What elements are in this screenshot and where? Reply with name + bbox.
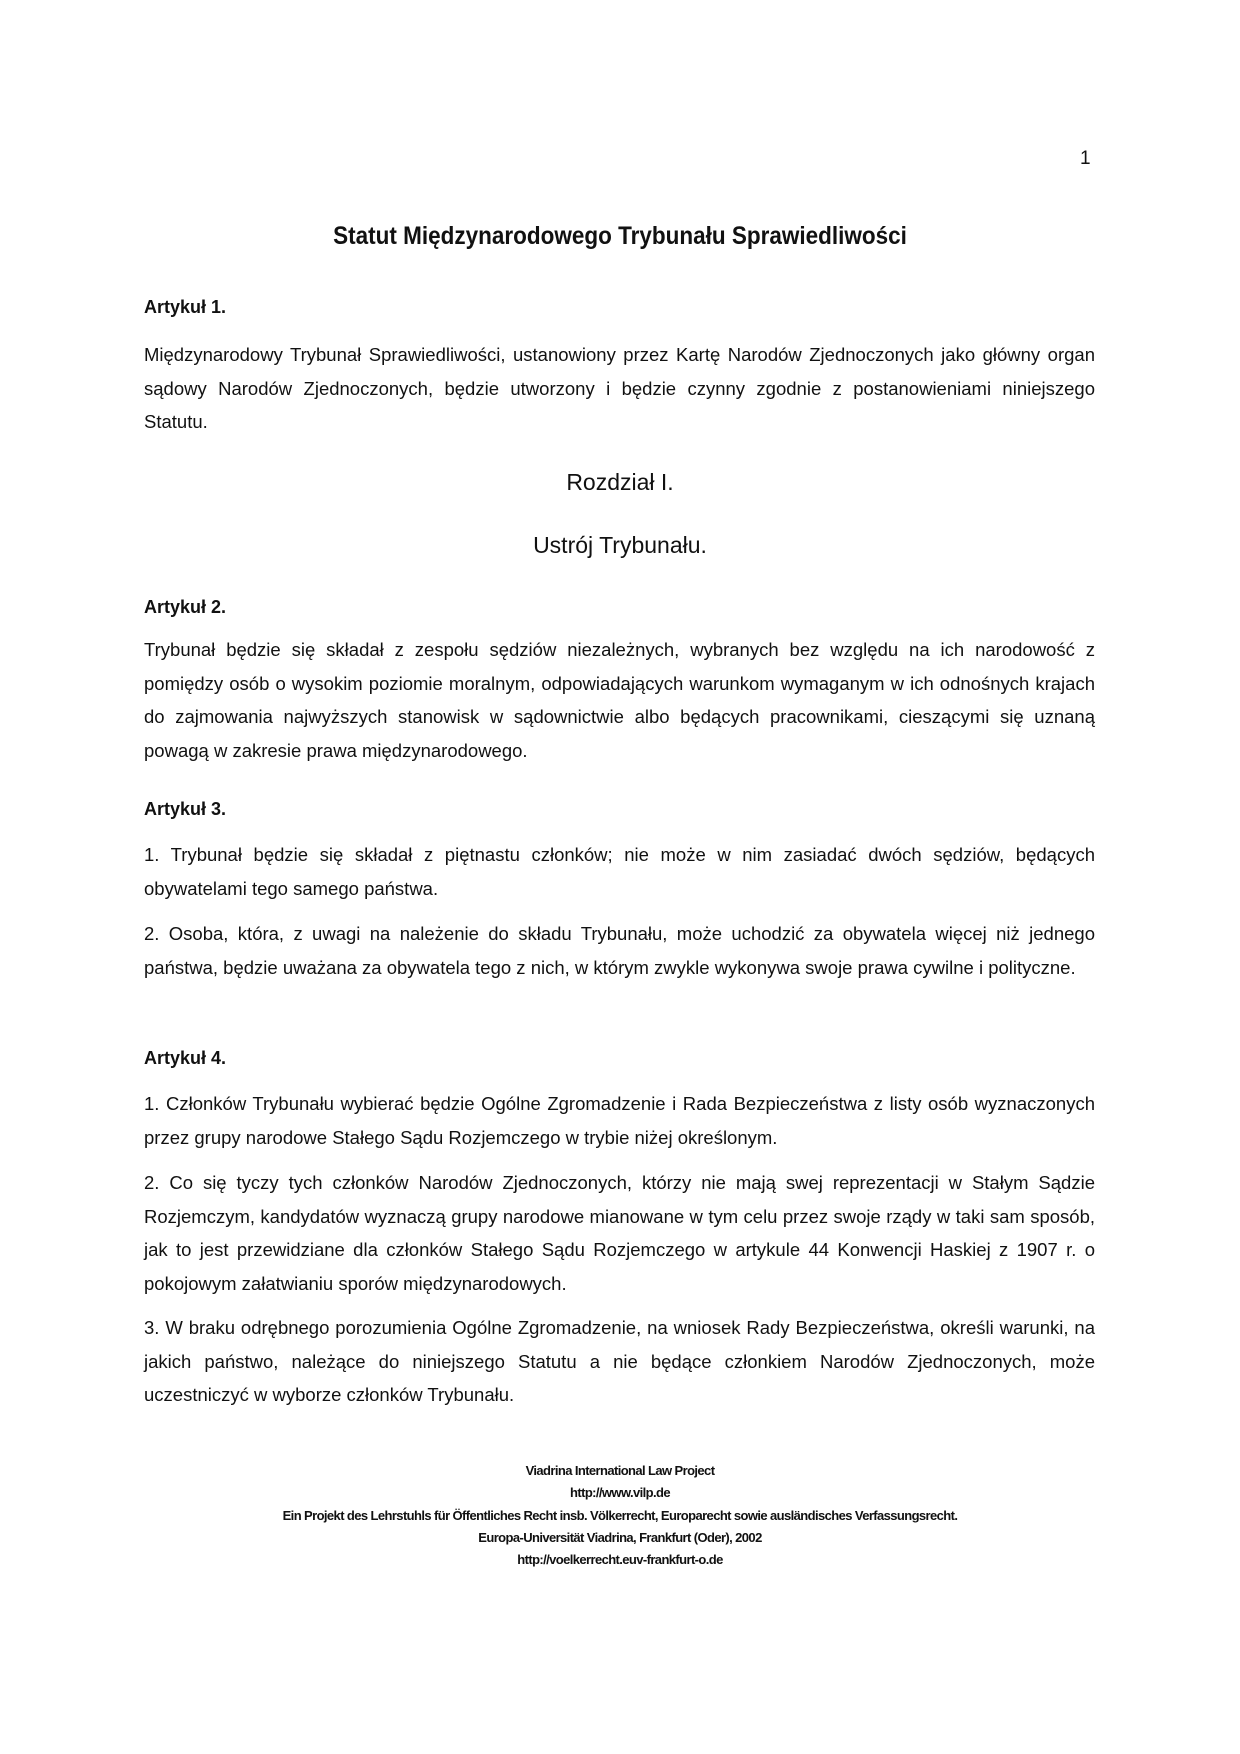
article-2-heading: Artykuł 2. bbox=[144, 597, 227, 617]
footer-university: Europa-Universität Viadrina, Frankfurt (Oder), 2002 bbox=[478, 1529, 762, 1545]
footer bbox=[0, 1460, 1240, 1571]
chapter-name: Ustrój Trybunału. bbox=[533, 532, 707, 558]
article-4-para-1: 1. Członków Trybunału wybierać będzie Ogólne Zgromadzenie i Rada Bezpieczeństwa z listy osób wyznaczonych przez grupy narodowe Stałego Sądu Rozjemczego w trybie niżej określonym. bbox=[144, 1093, 1095, 1148]
article-3-heading: Artykuł 3. bbox=[144, 799, 227, 819]
footer-link-voelkerrecht[interactable]: http://voelkerrecht.euv-frankfurt-o.de bbox=[517, 1552, 723, 1568]
article-4-para-3: 3. W braku odrębnego porozumienia Ogólne Zgromadzenie, na wniosek Rady Bezpieczeństwa, określi warunki, na jakich państwo, należące do niniejszego Statutu a nie będące członkiem Narodów Zjednoczonych, może uczestniczyć w wyborze członków Trybunału. bbox=[144, 1317, 1095, 1405]
article-1-heading: Artykuł 1. bbox=[144, 297, 227, 317]
article-3-para-2: 2. Osoba, która, z uwagi na należenie do składu Trybunału, może uchodzić za obywatela więcej niż jednego państwa, będzie uważana za obywatela tego z nich, w którym zwykle wykonywa swoje prawa cywilne i polityczne. bbox=[144, 923, 1095, 978]
page-number: 1 bbox=[1080, 148, 1091, 169]
article-4-para-2: 2. Co się tyczy tych członków Narodów Zjednoczonych, którzy nie mają swej reprezentacji w Stałym Sądzie Rozjemczym, kandydatów wyznaczą grupy narodowe mianowane w tym celu przez swoje rządy w taki sam sposób, jak to jest przewidziane dla członków Stałego Sądu Rozjemczego w artykule 44 Konwencji Haskiej z 1907 r. o pokojowym załatwianiu sporów międzynarodowych. bbox=[144, 1172, 1095, 1294]
chapter-number: Rozdział I. bbox=[566, 469, 674, 495]
article-2-text: Trybunał będzie się składał z zespołu sędziów niezależnych, wybranych bez względu na ich narodowość z pomiędzy osób o wysokim poziomie moralnym, odpowiadających warunkom wymaganym w ich odnośnych krajach do zajmowania najwyższych stanowisk w sądownictwie albo będących pracownikami, cieszącymi się uznaną powagą w zakresie prawa międzynarodowego. bbox=[144, 639, 1095, 761]
footer-project-name: Viadrina International Law Project bbox=[525, 1463, 715, 1478]
article-3-para-1: 1. Trybunał będzie się składał z piętnastu członków; nie może w nim zasiadać dwóch sędziów, będących obywatelami tego samego państwa. bbox=[144, 844, 1095, 899]
footer-description: Ein Projekt des Lehrstuhls für Öffentliches Recht insb. Völkerrecht, Europarecht sowie ausländisches Verfassungsrecht. bbox=[282, 1507, 958, 1523]
article-1-text: Międzynarodowy Trybunał Sprawiedliwości, ustanowiony przez Kartę Narodów Zjednoczonych jako główny organ sądowy Narodów Zjednoczonych, będzie utworzony i będzie czynny zgodnie z postanowieniami niniejszego Statutu. bbox=[144, 344, 1095, 432]
article-4-heading: Artykuł 4. bbox=[144, 1048, 227, 1068]
document-title: Statut Międzynarodowego Trybunału Sprawiedliwości bbox=[333, 222, 907, 250]
footer-link-vilp[interactable]: http://www.vilp.de bbox=[570, 1485, 670, 1501]
